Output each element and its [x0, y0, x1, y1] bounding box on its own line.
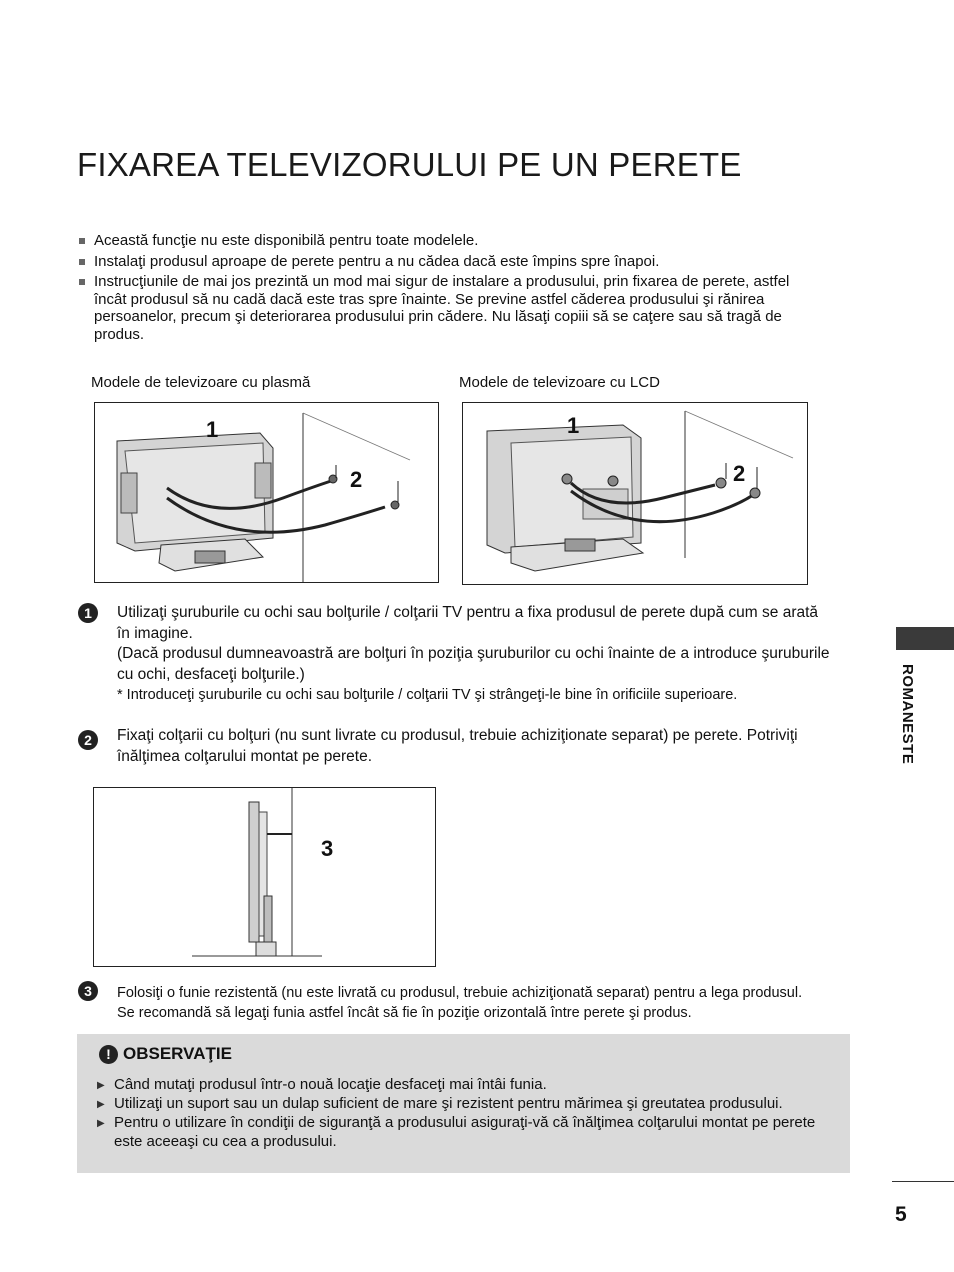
note-box: [77, 1034, 850, 1173]
callout-1: 1: [206, 417, 219, 442]
intro-bullet: Instalaţi produsul aproape de perete pentru a nu cădea dacă este împins spre înapoi.: [78, 253, 818, 271]
side-view-figure: [93, 787, 436, 967]
page-number: 5: [895, 1203, 907, 1226]
note-list: [97, 1075, 847, 1151]
step-2-text: Fixaţi colţarii cu bolţuri (nu sunt livrate cu produsul, trebuie achiziţionate separat) pe perete. Potriviţi înălţimea colţarului montat pe perete.: [117, 727, 798, 765]
step-2-icon: 2: [78, 730, 98, 750]
step-1-note: * Introduceţi şuruburile cu ochi sau bolţurile / colţarii TV şi strângeţi-le bine în orificiile superioare.: [117, 687, 738, 703]
intro-bullet: Instrucţiunile de mai jos prezintă un mod mai sigur de instalare a produsului, prin fixarea de perete, astfel încât produsul să nu cadă dacă este tras spre înainte. Se previne astfel căderea produsului şi rănirea persoanelor, precum şi deteriorarea produsului prin cădere. Nu lăsaţi copiii să se caţere sau să tragă de produs.: [78, 273, 818, 343]
side-view-illustration: [94, 788, 435, 966]
plasma-figure: [94, 402, 439, 583]
note-item: ▶ Utilizaţi un suport sau un dulap suficient de mare şi rezistent pentru mărimea şi greutatea produsului.: [97, 1094, 847, 1113]
plasma-caption: Modele de televizoare cu plasmă: [91, 374, 311, 391]
intro-bullet-list: [78, 232, 818, 346]
intro-bullet: Această funcţie nu este disponibilă pentru toate modelele.: [78, 232, 818, 250]
lcd-caption: Modele de televizoare cu LCD: [459, 374, 660, 391]
callout-2: 2: [350, 467, 363, 492]
step-1-extra: (Dacă produsul dumneavoastră are bolţuri în poziţia şuruburilor cu ochi înainte de a introduce şuruburile cu ochi, desfaceţi bolţurile.): [117, 645, 830, 683]
step-3-icon: 3: [78, 981, 98, 1001]
plasma-tv-illustration: [95, 403, 438, 582]
step-1-main: Utilizaţi şuruburile cu ochi sau bolţurile / colţarii TV pentru a fixa produsul de perete după cum se arată în imagine.: [117, 604, 819, 642]
language-tab-marker: [896, 627, 954, 650]
step-3-text: Folosiţi o funie rezistentă (nu este livrată cu produsul, trebuie achiziţionată separat) pentru a lega produsul. Se recomandă să legaţi funia astfel încât să fie în poziţie orizontală între perete şi produs.: [117, 985, 803, 1021]
note-item: ▶ Când mutaţi produsul într-o nouă locaţie desfaceţi mai întâi funia.: [97, 1075, 847, 1094]
note-item: ▶ Pentru o utilizare în condiţii de siguranţă a produsului asiguraţi-vă că înălţimea colţarului montat pe perete este aceeaşi cu cea a produsului.: [97, 1113, 847, 1151]
lcd-figure: [462, 402, 808, 585]
callout-1: 1: [567, 413, 580, 438]
page-title: FIXAREA TELEVIZORULUI PE UN PERETE: [77, 146, 742, 183]
exclamation-icon: !: [99, 1045, 118, 1064]
language-label: ROMANESTE: [899, 664, 916, 765]
lcd-tv-illustration: [463, 403, 807, 584]
note-heading: OBSERVAŢIE: [123, 1044, 232, 1063]
callout-3: 3: [321, 836, 334, 861]
page-number-rule: [892, 1181, 954, 1182]
step-1-text: [117, 603, 835, 705]
callout-2: 2: [733, 461, 746, 486]
step-1-icon: 1: [78, 603, 98, 623]
